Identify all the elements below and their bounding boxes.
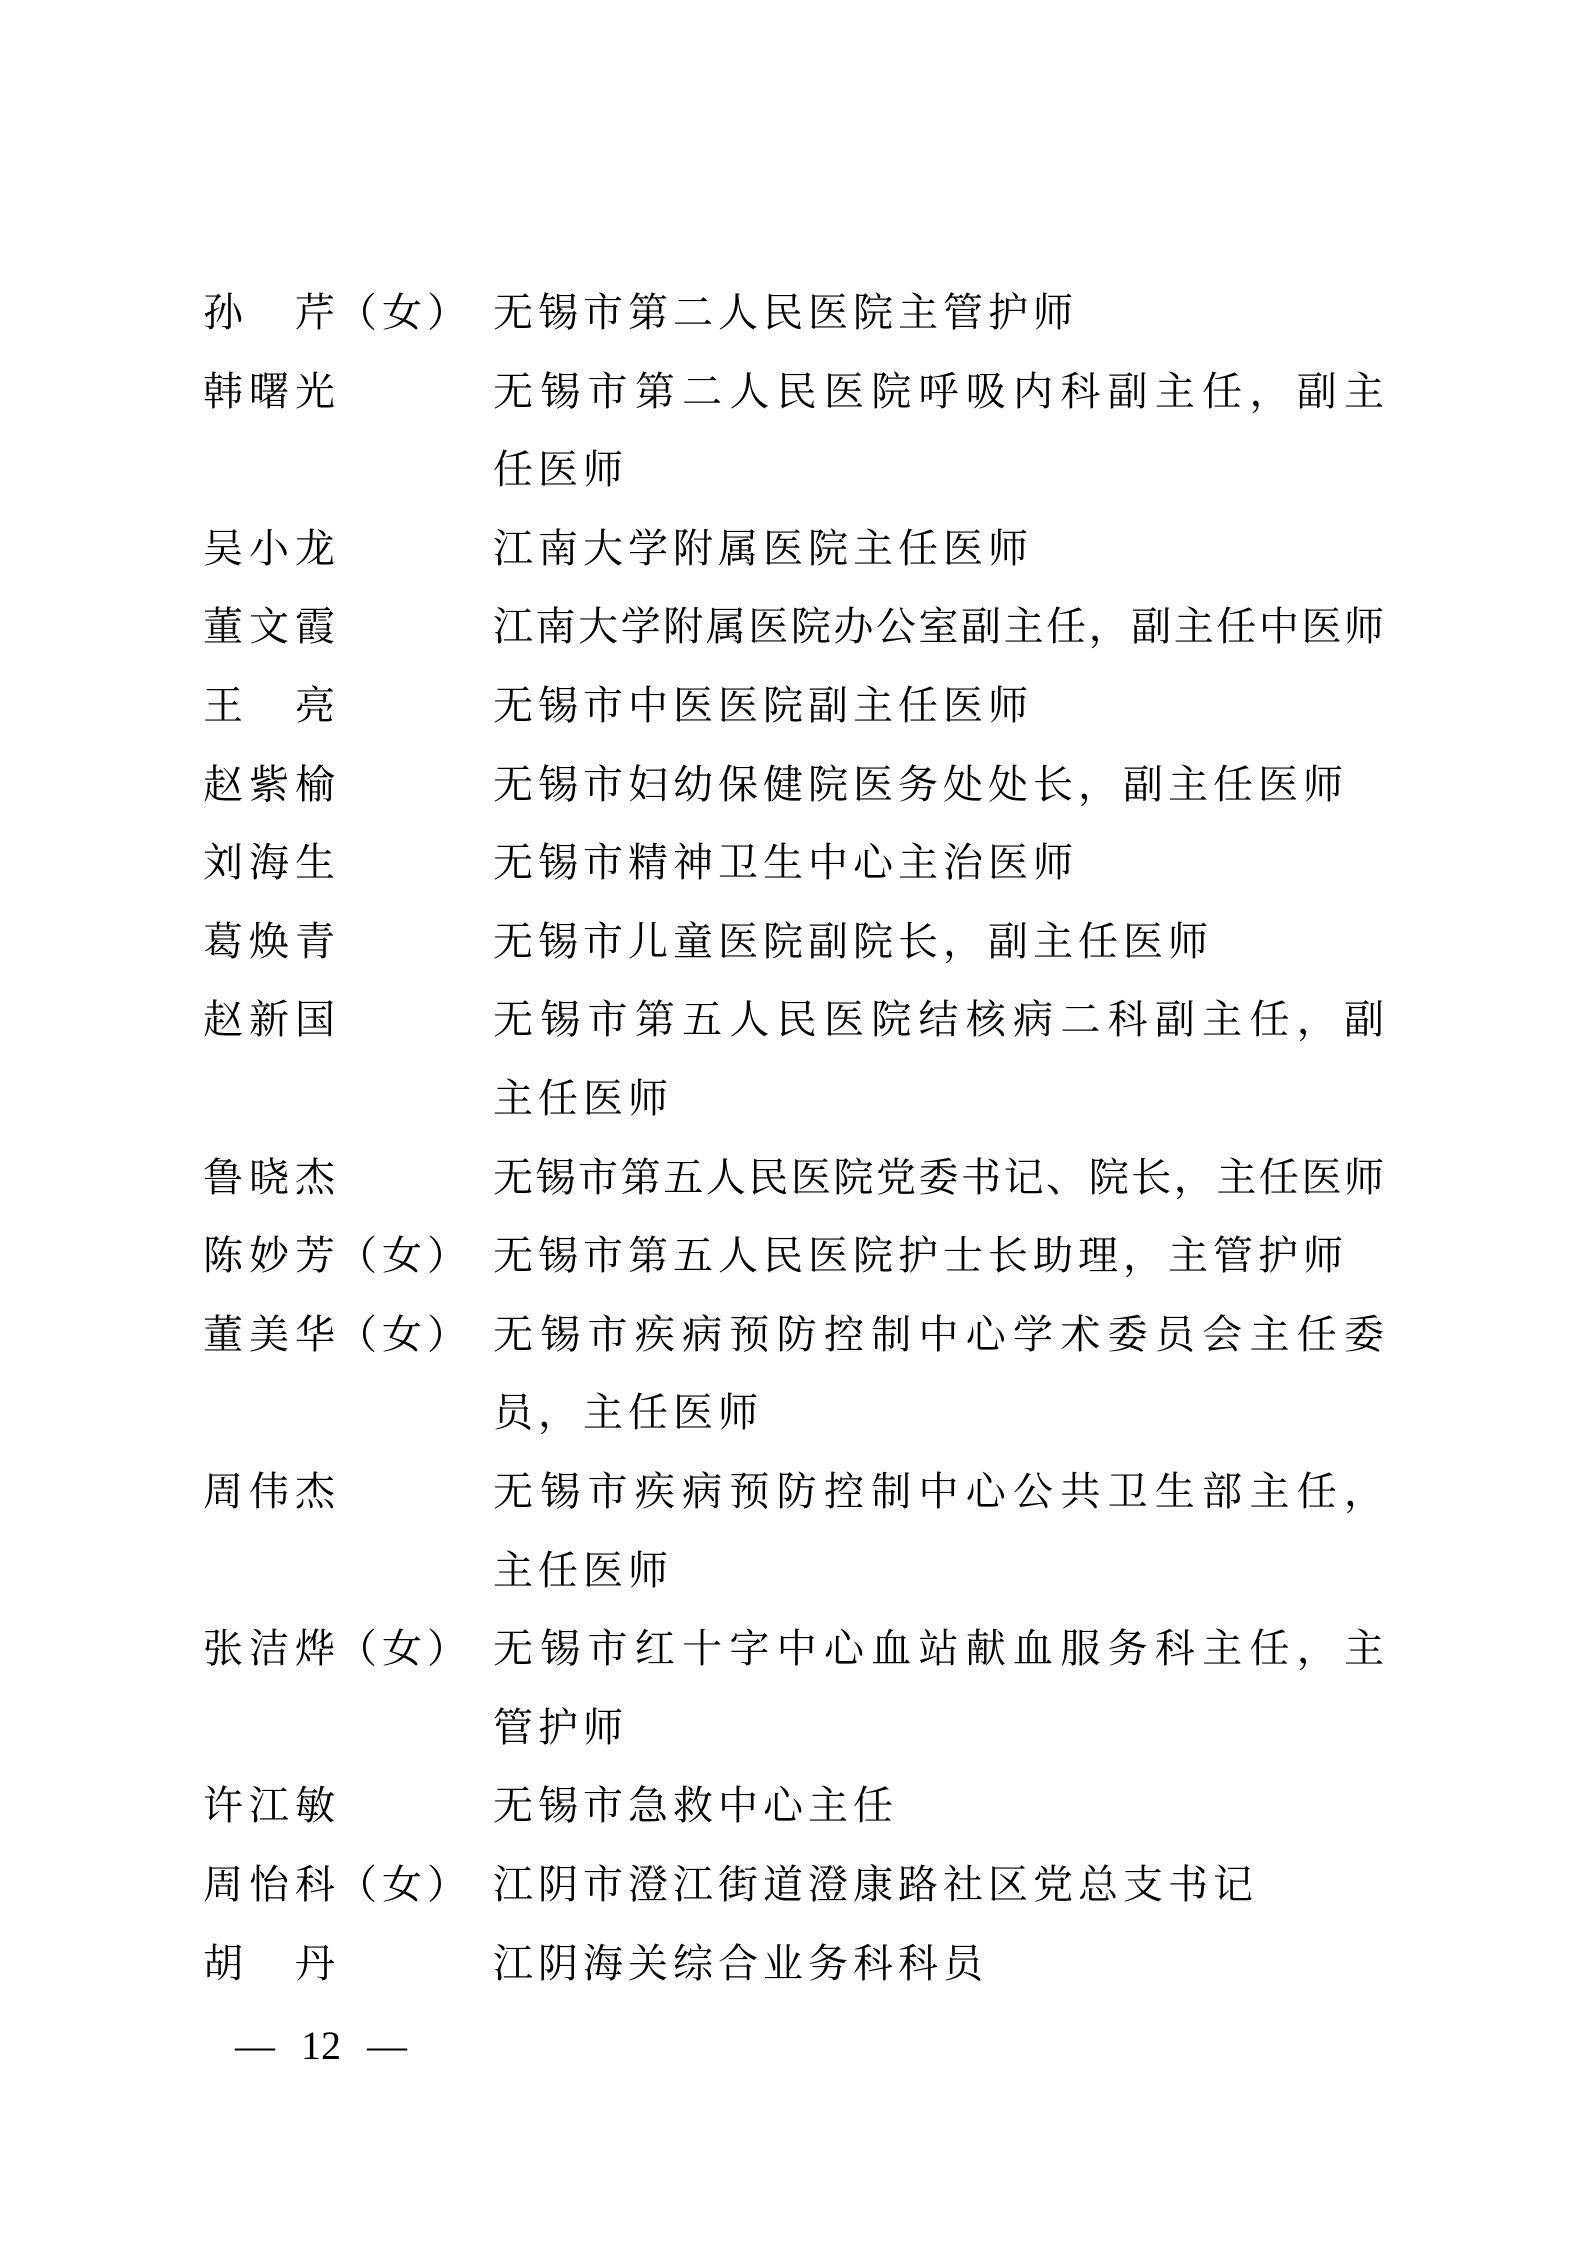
person-name: 董文霞: [203, 604, 335, 649]
position-line: 无锡市妇幼保健院医务处处长，副主任医师: [493, 762, 1348, 807]
position-line: 管护师: [493, 1705, 628, 1750]
person-name: 吴小龙: [203, 526, 335, 571]
gender-marker: （女）: [337, 1233, 472, 1278]
position-line: 无锡市精神卫生中心主治医师: [493, 840, 1078, 885]
person-name: 赵紫榆: [203, 762, 335, 807]
position-line: 无锡市中医医院副主任医师: [493, 683, 1033, 728]
person-name: 周伟杰: [203, 1469, 335, 1514]
person-name: 葛焕青: [203, 919, 335, 964]
person-name: 孙 芹: [203, 290, 335, 335]
person-name: 张洁烨: [203, 1626, 335, 1671]
position-line: 无锡市疾病预防控制中心学术委员会主任委: [493, 1312, 1384, 1357]
position-line: 江阴市澄江街道澄康路社区党总支书记: [493, 1862, 1258, 1907]
position-line: 无锡市第五人民医院护士长助理，主管护师: [493, 1233, 1348, 1278]
position-line: 无锡市第二人民医院呼吸内科副主任，副主: [493, 369, 1384, 414]
position-line: 无锡市第二人民医院主管护师: [493, 290, 1078, 335]
position-line: 主任医师: [493, 1548, 673, 1593]
gender-marker: （女）: [337, 1312, 472, 1357]
position-line: 无锡市第五人民医院结核病二科副主任，副: [493, 997, 1384, 1042]
position-line: 无锡市红十字中心血站献血服务科主任，主: [493, 1626, 1384, 1671]
footer-left-dash: —: [235, 2023, 275, 2068]
footer-right-dash: —: [367, 2023, 407, 2068]
position-line: 无锡市疾病预防控制中心公共卫生部主任，: [493, 1469, 1384, 1514]
person-name: 韩曙光: [203, 369, 335, 414]
position-line: 无锡市儿童医院副院长，副主任医师: [493, 919, 1213, 964]
page-footer: [235, 2023, 407, 2068]
person-name: 胡 丹: [203, 1941, 335, 1986]
position-line: 主任医师: [493, 1076, 673, 1121]
person-name: 王 亮: [203, 683, 335, 728]
position-line: 江阴海关综合业务科科员: [493, 1941, 988, 1986]
person-name: 陈妙芳: [203, 1233, 335, 1278]
gender-marker: （女）: [337, 1862, 472, 1907]
person-name: 刘海生: [203, 840, 335, 885]
position-line: 无锡市急救中心主任: [493, 1783, 898, 1828]
position-line: 江南大学附属医院主任医师: [493, 526, 1033, 571]
position-line: 任医师: [493, 447, 628, 492]
position-line: 江南大学附属医院办公室副主任，副主任中医师: [493, 604, 1384, 649]
position-line: 无锡市第五人民医院党委书记、院长，主任医师: [493, 1155, 1384, 1200]
gender-marker: （女）: [337, 1626, 472, 1671]
person-name: 赵新国: [203, 997, 335, 1042]
person-name: 许江敏: [203, 1783, 335, 1828]
person-name: 鲁晓杰: [203, 1155, 335, 1200]
person-name: 周怡科: [203, 1862, 335, 1907]
position-line: 员，主任医师: [493, 1390, 763, 1435]
person-name: 董美华: [203, 1312, 335, 1357]
gender-marker: （女）: [337, 290, 472, 335]
page-number: 12: [301, 2023, 341, 2068]
